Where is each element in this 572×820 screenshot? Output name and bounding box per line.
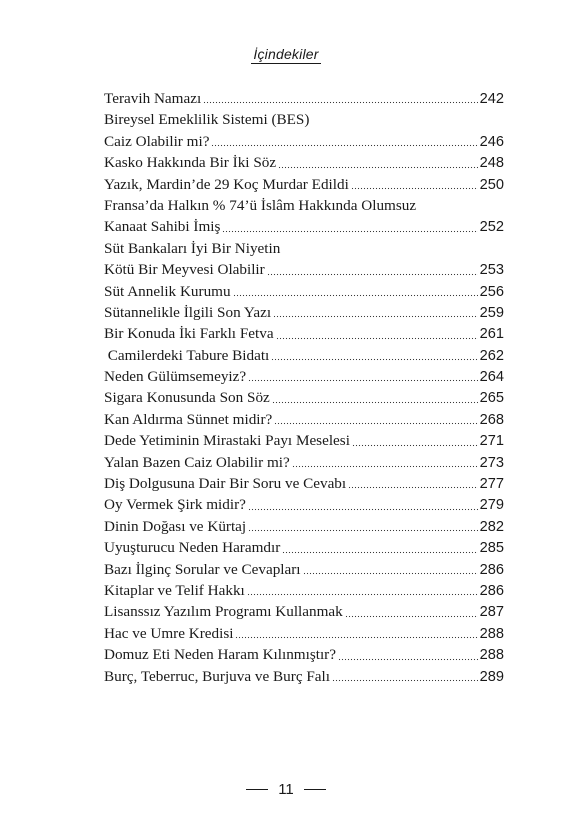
toc-entry — [104, 302, 504, 323]
dot-leader — [248, 376, 478, 382]
toc-entry-page: 250 — [479, 176, 504, 193]
dot-leader — [332, 676, 478, 682]
toc-entry — [104, 152, 504, 173]
toc-entry — [104, 366, 504, 387]
toc-entry-page: 253 — [479, 262, 504, 279]
toc-entry-page: 286 — [479, 561, 504, 578]
toc-entry-title: Yazık, Mardin’de 29 Koç Murdar Edildi — [104, 175, 349, 193]
toc-entry — [104, 409, 504, 430]
toc-entry-line — [104, 623, 504, 644]
toc-entry — [104, 494, 504, 515]
footer-dash-left — [246, 789, 268, 790]
toc-entry-line — [104, 516, 504, 537]
toc-entry-title: Caiz Olabilir mi? — [104, 132, 210, 150]
toc-entry-title: Lisanssız Yazılım Programı Kullanmak — [104, 603, 343, 621]
dot-leader — [273, 312, 478, 318]
dot-leader — [272, 398, 478, 404]
toc-entry — [104, 430, 504, 451]
dot-leader — [222, 227, 477, 233]
toc-entry — [104, 195, 504, 238]
dot-leader — [345, 612, 478, 618]
toc-entry-page: 248 — [479, 155, 504, 172]
toc-entry-line — [104, 473, 504, 494]
toc-entry-title: Yalan Bazen Caiz Olabilir mi? — [104, 453, 290, 471]
toc-entry-title: Kitaplar ve Telif Hakkı — [104, 581, 245, 599]
dot-leader — [351, 184, 478, 190]
toc-entry-line — [104, 537, 504, 558]
toc-entry-page: 288 — [479, 647, 504, 664]
toc-entry-line — [104, 174, 504, 195]
toc-entry-line — [104, 323, 504, 344]
dot-leader — [267, 270, 478, 276]
running-header — [0, 46, 572, 64]
toc-entry-title: Kan Aldırma Sünnet midir? — [104, 410, 273, 428]
toc-entry — [104, 387, 504, 408]
dot-leader — [282, 548, 477, 554]
toc-entry-title: Bireysel Emeklilik Sistemi (BES) — [104, 111, 310, 129]
toc-entry — [104, 452, 504, 473]
toc-entry — [104, 174, 504, 195]
toc-entry-title: Sigara Konusunda Son Söz — [104, 389, 270, 407]
toc-entry-page: 277 — [479, 476, 504, 493]
dot-leader — [247, 590, 478, 596]
toc-entry-page: 264 — [479, 369, 504, 386]
toc-entry-page: 256 — [479, 283, 504, 300]
dot-leader — [271, 355, 477, 361]
toc-entry-title: Kanaat Sahibi İmiş — [104, 218, 221, 236]
dot-leader — [276, 334, 478, 340]
toc-entry-title: Oy Vermek Şirk midir? — [104, 496, 246, 514]
toc-entry — [104, 623, 504, 644]
toc-entry — [104, 516, 504, 537]
toc-entry-line — [104, 409, 504, 430]
page-footer — [0, 781, 572, 798]
dot-leader — [278, 163, 478, 169]
toc-entry-title: Burç, Teberruc, Burjuva ve Burç Falı — [104, 667, 330, 685]
toc-entry-title: Süt Bankaları İyi Bir Niyetin — [104, 239, 281, 257]
toc-entry-page: 279 — [479, 497, 504, 514]
toc-entry-title: Teravih Namazı — [104, 90, 202, 107]
toc-entry-line — [104, 644, 504, 665]
toc-entry-line — [104, 345, 504, 366]
toc-entry-page: 271 — [479, 433, 504, 450]
toc-entry-line — [104, 216, 504, 237]
toc-entry-line — [104, 601, 504, 622]
toc-entry-line — [104, 666, 504, 687]
toc-entry-page: 285 — [479, 540, 504, 557]
toc-entry — [104, 644, 504, 665]
toc-entry — [104, 580, 504, 601]
dot-leader — [348, 483, 478, 489]
toc-entry-title: Kötü Bir Meyvesi Olabilir — [104, 261, 265, 279]
dot-leader — [203, 98, 477, 104]
toc-entry-title: Camilerdeki Tabure Bidatı — [104, 346, 270, 364]
dot-leader — [248, 505, 478, 511]
toc-entry — [104, 537, 504, 558]
page-number: 11 — [278, 781, 294, 798]
toc-entry-line — [104, 259, 504, 280]
dot-leader — [233, 291, 478, 297]
toc-entry-title: Fransa’da Halkın % 74’ü İslâm Hakkında Olumsuz — [104, 196, 417, 214]
table-of-contents — [104, 88, 504, 687]
toc-entry-title: Süt Annelik Kurumu — [104, 282, 231, 300]
toc-entry-line — [104, 131, 504, 152]
footer-dash-right — [304, 789, 326, 790]
toc-entry-title: Uyuşturucu Neden Haramdır — [104, 539, 281, 557]
toc-entry-line — [104, 195, 504, 216]
toc-entry-line — [104, 281, 504, 302]
header-title: İçindekiler — [253, 46, 319, 62]
toc-entry-page: 282 — [479, 518, 504, 535]
toc-entry-line — [104, 452, 504, 473]
toc-entry — [104, 109, 504, 152]
toc-entry-title: Neden Gülümsemeyiz? — [104, 368, 247, 386]
toc-entry-page: 259 — [479, 304, 504, 321]
toc-entry-line — [104, 109, 504, 130]
toc-entry-line — [104, 302, 504, 323]
dot-leader — [338, 655, 478, 661]
dot-leader — [248, 526, 477, 532]
toc-entry — [104, 88, 504, 109]
toc-entry-page: 273 — [479, 454, 504, 471]
toc-entry-page: 265 — [479, 390, 504, 407]
toc-entry-title: Kasko Hakkında Bir İki Söz — [104, 154, 277, 172]
toc-entry-page: 287 — [479, 604, 504, 621]
toc-entry-page: 242 — [479, 91, 504, 107]
toc-entry-title: Dede Yetiminin Mirastaki Payı Meselesi — [104, 432, 350, 450]
toc-entry — [104, 666, 504, 687]
toc-entry — [104, 281, 504, 302]
toc-entry — [104, 323, 504, 344]
toc-entry-line — [104, 494, 504, 515]
toc-entry — [104, 238, 504, 281]
dot-leader — [211, 141, 477, 147]
toc-entry-page: 268 — [479, 411, 504, 428]
toc-entry-page: 286 — [479, 582, 504, 599]
toc-entry-line — [104, 88, 504, 109]
toc-entry-title: Hac ve Umre Kredisi — [104, 624, 234, 642]
toc-entry-line — [104, 580, 504, 601]
toc-entry-title: Diş Dolgusuna Dair Bir Soru ve Cevabı — [104, 475, 347, 493]
toc-entry-title: Dinin Doğası ve Kürtaj — [104, 517, 247, 535]
toc-entry-title: Domuz Eti Neden Haram Kılınmıştır? — [104, 646, 336, 664]
toc-entry-page: 246 — [479, 133, 504, 150]
toc-entry-line — [104, 366, 504, 387]
toc-entry-page: 289 — [479, 668, 504, 685]
dot-leader — [352, 441, 478, 447]
toc-entry-line — [104, 152, 504, 173]
dot-leader — [292, 462, 478, 468]
toc-entry — [104, 345, 504, 366]
toc-entry — [104, 473, 504, 494]
toc-entry-page: 288 — [479, 625, 504, 642]
toc-entry-page: 261 — [479, 326, 504, 343]
toc-entry-line — [104, 387, 504, 408]
toc-entry — [104, 559, 504, 580]
toc-entry-line — [104, 430, 504, 451]
toc-entry-line — [104, 559, 504, 580]
toc-entry — [104, 601, 504, 622]
dot-leader — [274, 419, 477, 425]
toc-entry-title: Sütannelikle İlgili Son Yazı — [104, 303, 272, 321]
toc-entry-page: 262 — [479, 347, 504, 364]
toc-entry-title: Bir Konuda İki Farklı Fetva — [104, 325, 274, 343]
toc-entry-page: 252 — [479, 219, 504, 236]
toc-entry-title: Bazı İlginç Sorular ve Cevapları — [104, 560, 301, 578]
toc-entry-line — [104, 238, 504, 259]
dot-leader — [303, 569, 478, 575]
dot-leader — [235, 633, 477, 639]
